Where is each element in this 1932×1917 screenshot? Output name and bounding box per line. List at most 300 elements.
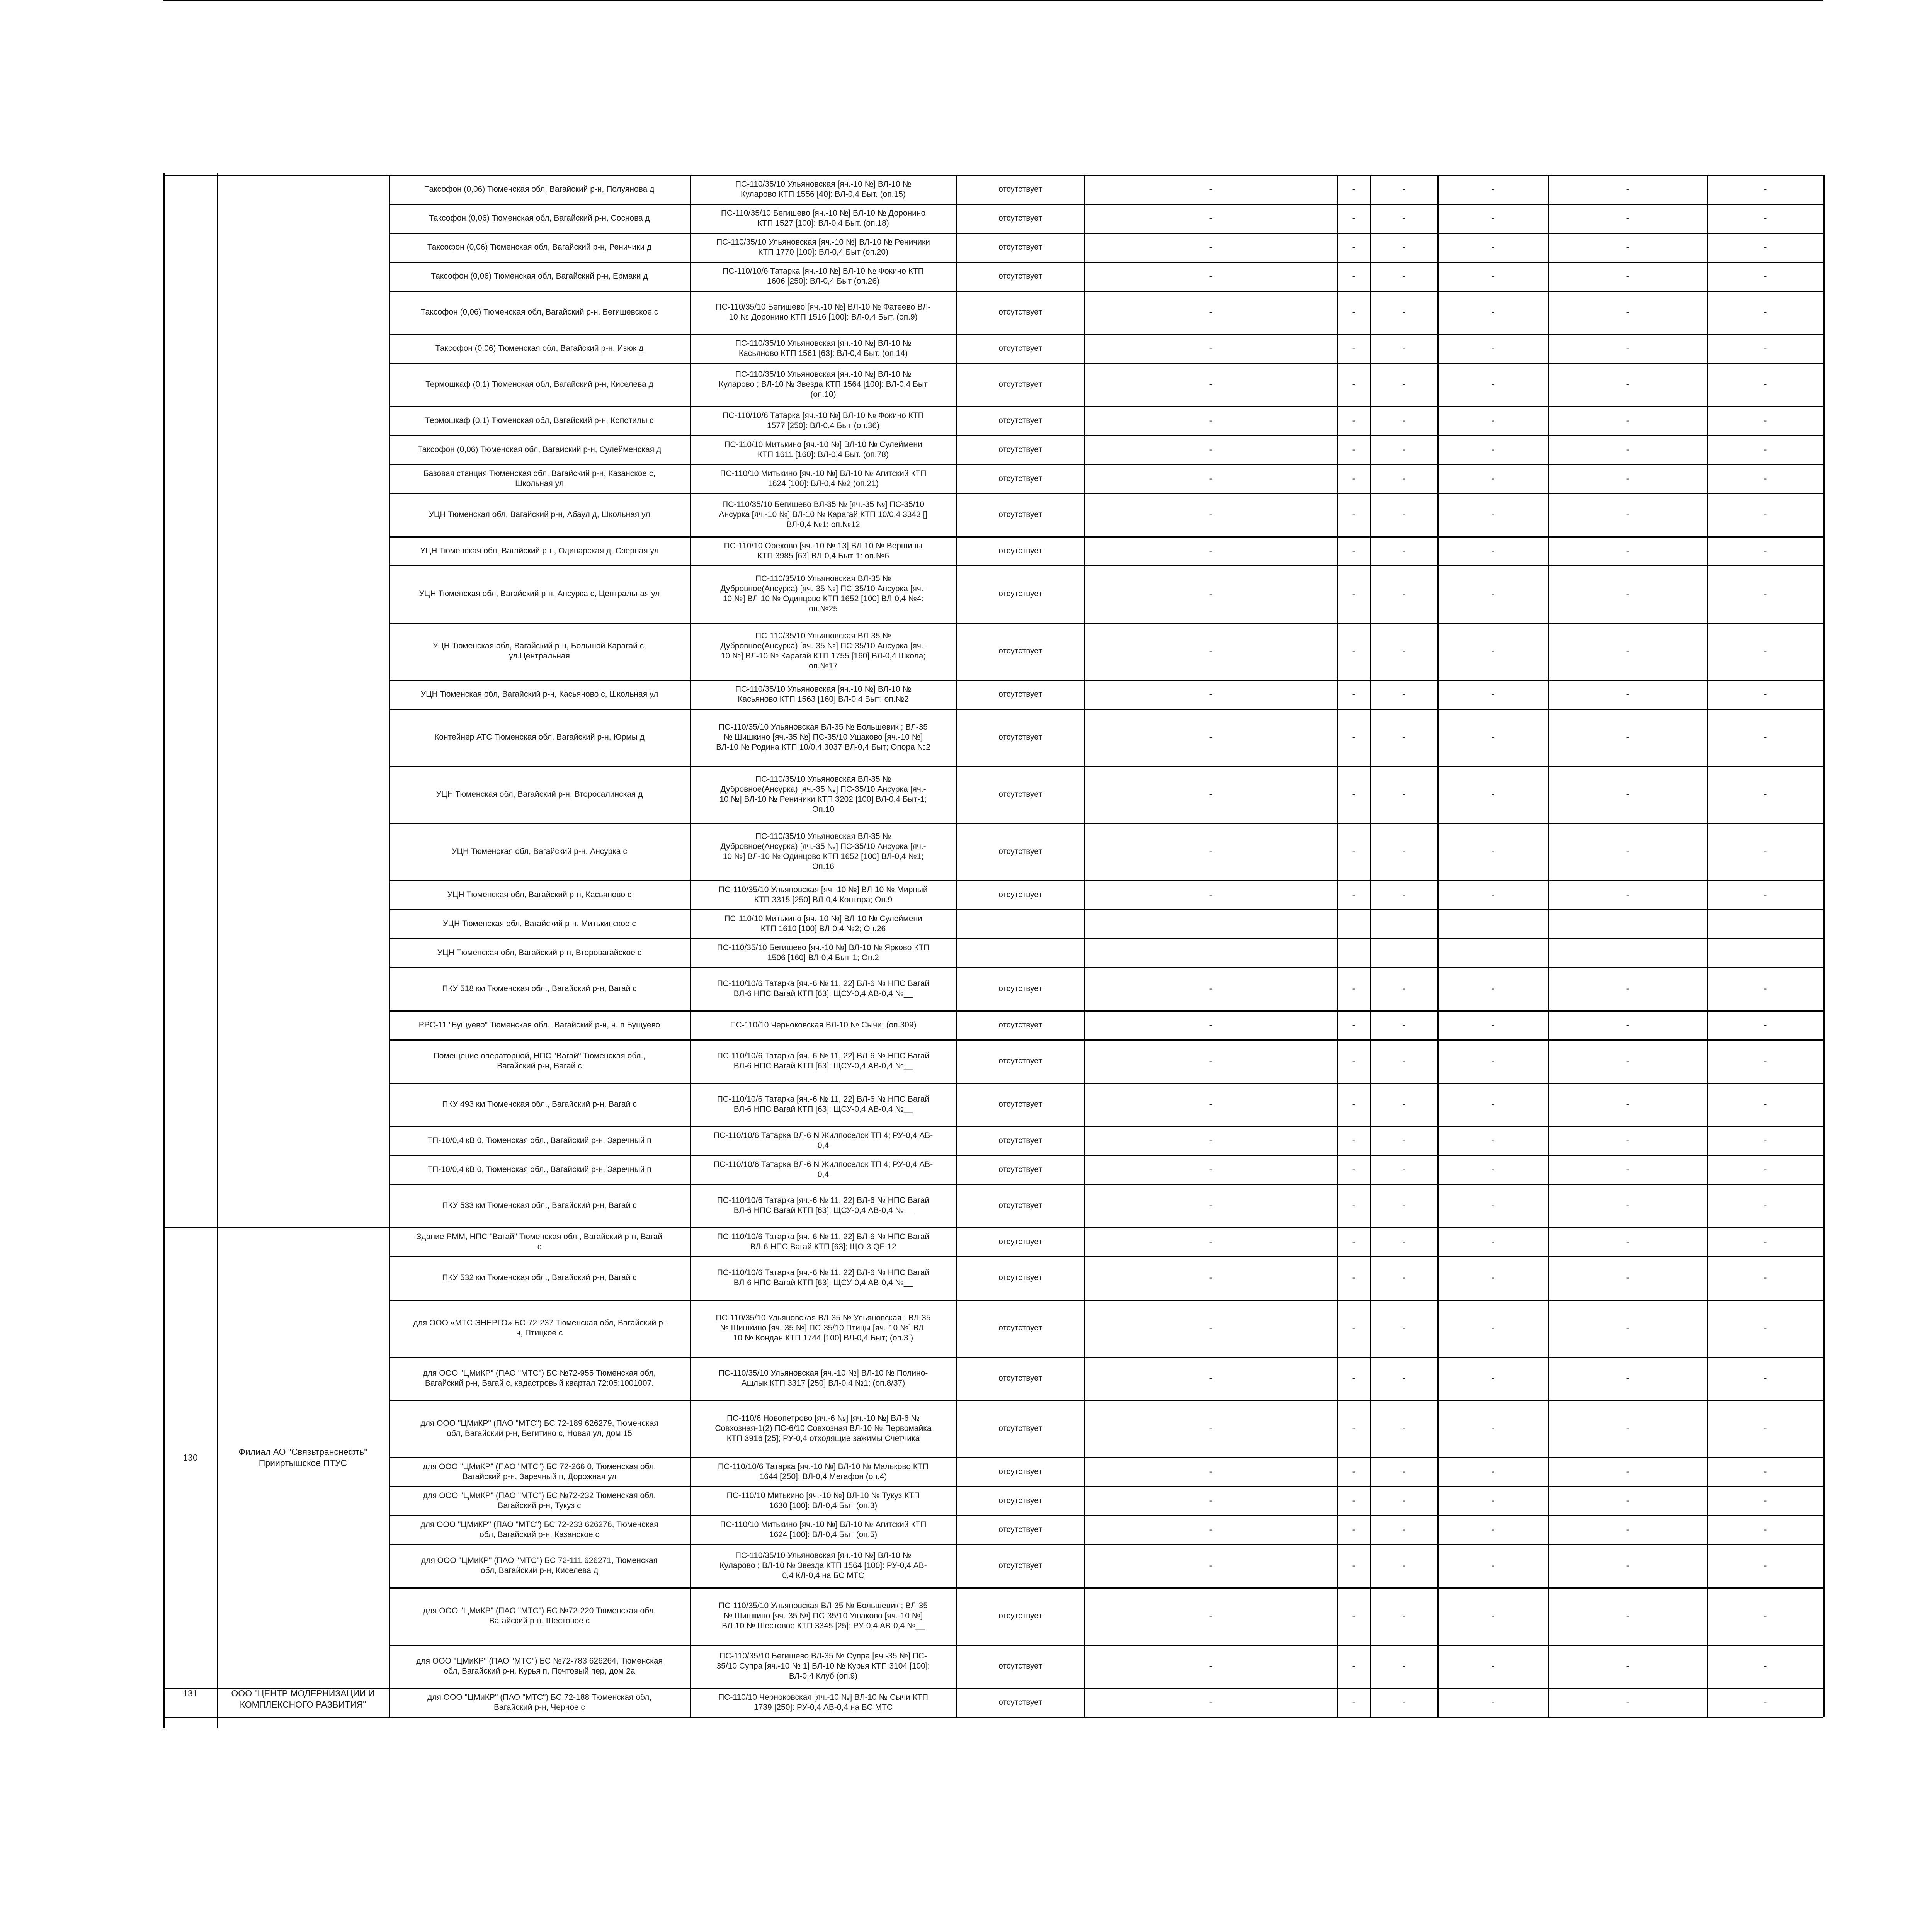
value-cell: -	[1352, 379, 1355, 390]
value-cell	[1337, 938, 1370, 967]
value-cell: -	[1402, 1135, 1405, 1146]
table-stub	[217, 1717, 218, 1728]
status-cell: отсутствует	[998, 1273, 1042, 1282]
value-cell: -	[1402, 213, 1405, 223]
value-cell: -	[1764, 1697, 1767, 1708]
connection-cell: ПС-110/35/10 Бегишево [яч.-10 №] ВЛ-10 № Доронино КТП 1527 [100]: ВЛ-0,4 Быт. (оп.18)	[721, 208, 926, 228]
value-cell: -	[1402, 1560, 1405, 1571]
value-cell: -	[1352, 473, 1355, 484]
value-cell: -	[1402, 732, 1405, 742]
value-cell: -	[1209, 444, 1213, 455]
connection-cell: ПС-110/35/10 Ульяновская [яч.-10 №] ВЛ-10 № Полино- Ашлык КТП 3317 [250] ВЛ-0,4 №1; (оп.8/37)	[718, 1369, 928, 1388]
status-cell: отсутствует	[998, 1525, 1042, 1534]
value-cell: -	[1209, 1466, 1213, 1477]
value-cell: -	[1764, 270, 1767, 281]
value-cell: -	[1402, 1056, 1405, 1066]
value-cell: -	[1209, 545, 1213, 556]
value-cell: -	[1626, 889, 1629, 900]
value-cell: -	[1626, 1423, 1629, 1434]
value-cell: -	[1764, 307, 1767, 317]
value-cell: -	[1352, 1135, 1355, 1146]
table-stub	[217, 173, 218, 175]
object-cell: Помещение операторной, НПС "Вагай" Тюменская обл., Вагайский р-н, Вагай с	[433, 1051, 646, 1070]
value-cell: -	[1402, 1272, 1405, 1283]
value-cell: -	[1764, 846, 1767, 857]
value-cell: -	[1491, 1661, 1495, 1671]
value-cell: -	[1626, 509, 1629, 520]
value-cell	[1707, 909, 1823, 938]
value-cell: -	[1491, 1019, 1495, 1030]
value-cell: -	[1764, 213, 1767, 223]
value-cell: -	[1209, 242, 1213, 252]
status-cell: отсутствует	[998, 510, 1042, 519]
connection-cell: ПС-110/10 Митькино [яч.-10 №] ВЛ-10 № Сулеймени КТП 1610 [100] ВЛ-0,4 №2; Оп.26	[724, 914, 922, 933]
value-cell: -	[1491, 1236, 1495, 1247]
value-cell: -	[1764, 545, 1767, 556]
value-cell	[1370, 938, 1437, 967]
value-cell	[1437, 909, 1548, 938]
group-number	[163, 175, 217, 1227]
object-cell: Таксофон (0,06) Тюменская обл, Вагайский р-н, Реничики д	[427, 242, 652, 252]
value-cell: -	[1352, 889, 1355, 900]
status-cell: отсутствует	[998, 984, 1042, 993]
value-cell: -	[1352, 1272, 1355, 1283]
value-cell: -	[1626, 589, 1629, 599]
value-cell: -	[1764, 1236, 1767, 1247]
value-cell: -	[1209, 1524, 1213, 1535]
value-cell: -	[1491, 1495, 1495, 1506]
value-cell: -	[1626, 1323, 1629, 1333]
value-cell: -	[1764, 1560, 1767, 1571]
connection-cell: ПС-110/10/6 Татарка [яч.-6 № 11, 22] ВЛ-6 № НПС Вагай ВЛ-6 НПС Вагай КТП [63]; ЩСУ-0,4 АВ-0,4 №__	[717, 1095, 930, 1114]
connection-cell: ПС-110/35/10 Бегишево ВЛ-35 № [яч.-35 №] ПС-35/10 Ансурка [яч.-10 №] ВЛ-10 № Карагай КТП 10/0,4 3343 [] ВЛ-0,4 №1: оп.№12	[719, 500, 928, 529]
value-cell: -	[1626, 1200, 1629, 1211]
object-cell: Таксофон (0,06) Тюменская обл, Вагайский р-н, Бегишевское с	[420, 308, 658, 316]
value-cell: -	[1402, 444, 1405, 455]
status-cell: отсутствует	[998, 1165, 1042, 1174]
value-cell: -	[1491, 732, 1495, 742]
value-cell: -	[1352, 689, 1355, 699]
object-cell: для ООО "ЦМиКР" (ПАО "МТС") БС 72-189 626279, Тюменская обл, Вагайский р-н, Бегитино с, Новая ул, дом 15	[420, 1419, 658, 1438]
connection-cell: ПС-110/35/10 Ульяновская ВЛ-35 № Большевик ; ВЛ-35 № Шишкино [яч.-35 №] ПС-35/10 Ушаково [яч.-10 №] ВЛ-10 № Родина КТП 10/0,4 3037 ВЛ-0,4 Быт; Опора №2	[716, 723, 930, 752]
value-cell: -	[1491, 545, 1495, 556]
value-cell: -	[1764, 689, 1767, 699]
connection-cell: ПС-110/35/10 Ульяновская [яч.-10 №] ВЛ-10 № Касьяново КТП 1561 [63]: ВЛ-0,4 Быт. (оп.14)	[735, 338, 912, 358]
value-cell	[1370, 909, 1437, 938]
value-cell: -	[1402, 270, 1405, 281]
value-cell: -	[1209, 1236, 1213, 1247]
object-cell: для ООО "ЦМиКР" (ПАО "МТС") БС №72-783 626264, Тюменская обл, Вагайский р-н, Курья п, Почтовый пер, дом 2а	[416, 1657, 663, 1675]
status-cell: отсутствует	[998, 546, 1042, 555]
value-cell: -	[1626, 1495, 1629, 1506]
value-cell: -	[1352, 1423, 1355, 1434]
value-cell: -	[1352, 307, 1355, 317]
value-cell: -	[1764, 343, 1767, 354]
value-cell: -	[1626, 689, 1629, 699]
status-cell: отсутствует	[998, 1201, 1042, 1210]
connection-cell: ПС-110/10 Орехово [яч.-10 № 13] ВЛ-10 № Вершины КТП 3985 [63] ВЛ-0,4 Быт-1: оп.№6	[724, 541, 923, 560]
value-cell: -	[1209, 983, 1213, 994]
connection-cell: ПС-110/35/10 Ульяновская [яч.-10 №] ВЛ-10 № Мирный КТП 3315 [250] ВЛ-0,4 Контора; Оп.9	[719, 885, 928, 904]
value-cell: -	[1209, 307, 1213, 317]
value-cell: -	[1491, 307, 1495, 317]
value-cell: -	[1352, 1661, 1355, 1671]
value-cell: -	[1352, 646, 1355, 656]
object-cell: Таксофон (0,06) Тюменская обл, Вагайский р-н, Сулейменская д	[417, 445, 662, 454]
value-cell: -	[1764, 444, 1767, 455]
connection-cell: ПС-110/10/6 Татарка [яч.-6 № 11, 22] ВЛ-6 № НПС Вагай ВЛ-6 НПС Вагай КТП [63]; ЩСУ-0,4 АВ-0,4 №__	[717, 1196, 930, 1215]
value-cell: -	[1352, 509, 1355, 520]
object-cell: ТП-10/0,4 кВ 0, Тюменская обл., Вагайский р-н, Заречный п	[427, 1165, 651, 1174]
value-cell: -	[1626, 1697, 1629, 1708]
value-cell: -	[1402, 983, 1405, 994]
connection-cell: ПС-110/6 Новопетрово [яч.-6 №] [яч.-10 №] ВЛ-6 № Совхозная-1(2) ПС-6/10 Совхозная ВЛ-10 № Первомайка КТП 3916 [25]; РУ-0,4 отходящие зажимы Счетчика	[715, 1414, 932, 1443]
value-cell: -	[1764, 1495, 1767, 1506]
connection-cell: ПС-110/10 Митькино [яч.-10 №] ВЛ-10 № Агитский КТП 1624 [100]: ВЛ-0,4 Быт (оп.5)	[720, 1520, 927, 1539]
value-cell: -	[1491, 1611, 1495, 1621]
value-cell: -	[1626, 444, 1629, 455]
value-cell: -	[1402, 789, 1405, 799]
value-cell: -	[1402, 184, 1405, 194]
value-cell: -	[1402, 1611, 1405, 1621]
value-cell: -	[1764, 1019, 1767, 1030]
value-cell: -	[1491, 689, 1495, 699]
status-cell: отсутствует	[998, 1561, 1042, 1570]
connection-cell: ПС-110/10/6 Татарка ВЛ-6 N Жилпоселок ТП 4; РУ-0,4 АВ- 0,4	[713, 1131, 933, 1150]
connection-cell: ПС-110/10 Черноковская [яч.-10 №] ВЛ-10 № Сычи КТП 1739 [250]: РУ-0,4 АВ-0,4 на БС МТС	[718, 1692, 928, 1712]
object-cell: Таксофон (0,06) Тюменская обл, Вагайский р-н, Ермаки д	[431, 271, 648, 281]
value-cell: -	[1402, 646, 1405, 656]
connection-cell: ПС-110/35/10 Ульяновская ВЛ-35 № Дубровное(Ансурка) [яч.-35 №] ПС-35/10 Ансурка [яч.- 10 №] ВЛ-10 № Одинцово КТП 1652 [100] ВЛ-0,4 №1; Оп.16	[720, 832, 926, 871]
object-cell: Здание РММ, НПС "Вагай" Тюменская обл., Вагайский р-н, Вагай с	[416, 1232, 663, 1251]
value-cell	[1707, 938, 1823, 967]
group-separator	[163, 0, 1823, 1]
value-cell	[1337, 909, 1370, 938]
value-cell	[1437, 938, 1548, 967]
value-cell: -	[1764, 1661, 1767, 1671]
connection-cell: ПС-110/10/6 Татарка [яч.-6 № 11, 22] ВЛ-6 № НПС Вагай ВЛ-6 НПС Вагай КТП [63]; ЩСУ-0,4 АВ-0,4 №__	[717, 979, 930, 998]
object-cell: для ООО "ЦМиКР" (ПАО "МТС") БС 72-111 626271, Тюменская обл, Вагайский р-н, Киселева д	[421, 1556, 658, 1575]
value-cell: -	[1209, 213, 1213, 223]
status-cell: отсутствует	[998, 847, 1042, 856]
value-cell: -	[1626, 646, 1629, 656]
table-stub	[163, 1717, 165, 1728]
value-cell: -	[1764, 732, 1767, 742]
value-cell: -	[1491, 1373, 1495, 1383]
value-cell: -	[1626, 1099, 1629, 1109]
connection-cell: ПС-110/10/6 Татарка [яч.-10 №] ВЛ-10 № Мальково КТП 1644 [250]: ВЛ-0,4 Мегафон (оп.4)	[718, 1462, 929, 1481]
connection-cell: ПС-110/35/10 Ульяновская ВЛ-35 № Большевик ; ВЛ-35 № Шишкино [яч.-35 №] ПС-35/10 Ушаково [яч.-10 №] ВЛ-10 № Шестовое КТП 3345 [25]: РУ-0,4 АВ-0,4 №__	[719, 1601, 928, 1630]
status-cell: отсутствует	[998, 689, 1042, 699]
value-cell: -	[1491, 184, 1495, 194]
connection-cell: ПС-110/35/10 Ульяновская ВЛ-35 № Дубровное(Ансурка) [яч.-35 №] ПС-35/10 Ансурка [яч.- 10 №] ВЛ-10 № Карагай КТП 1755 [160] ВЛ-0,4 Школа; оп.№17	[720, 631, 926, 670]
status-cell	[956, 909, 1084, 938]
value-cell: -	[1626, 242, 1629, 252]
value-cell: -	[1626, 184, 1629, 194]
value-cell: -	[1626, 1524, 1629, 1535]
value-cell: -	[1209, 473, 1213, 484]
connection-cell: ПС-110/10/6 Татарка [яч.-6 № 11, 22] ВЛ-6 № НПС Вагай ВЛ-6 НПС Вагай КТП [63]; ЩСУ-0,4 АВ-0,4 №__	[717, 1268, 930, 1287]
status-cell: отсутствует	[998, 242, 1042, 252]
connection-cell: ПС-110/10 Митькино [яч.-10 №] ВЛ-10 № Тукуз КТП 1630 [100]: ВЛ-0,4 Быт (оп.3)	[726, 1491, 920, 1510]
value-cell: -	[1764, 589, 1767, 599]
value-cell: -	[1402, 242, 1405, 252]
status-cell: отсутствует	[998, 474, 1042, 483]
connection-cell: ПС-110/35/10 Ульяновская [яч.-10 №] ВЛ-10 № Касьяново КТП 1563 [160] ВЛ-0,4 Быт: оп.№2	[735, 684, 912, 704]
object-cell: для ООО "ЦМиКР" (ПАО "МТС") БС №72-220 Тюменская обл, Вагайский р-н, Шестовое с	[423, 1606, 656, 1625]
column-line	[1823, 175, 1825, 1717]
value-cell: -	[1402, 1099, 1405, 1109]
table-border-bottom	[163, 1717, 1823, 1718]
value-cell: -	[1209, 343, 1213, 354]
object-cell: Таксофон (0,06) Тюменская обл, Вагайский р-н, Изюк д	[435, 344, 644, 353]
value-cell: -	[1491, 1697, 1495, 1708]
connection-cell: ПС-110/10/6 Татарка [яч.-6 № 11, 22] ВЛ-6 № НПС Вагай ВЛ-6 НПС Вагай КТП [63]; ЩО-3 QF-12	[717, 1232, 930, 1251]
value-cell: -	[1352, 415, 1355, 426]
value-cell: -	[1402, 1019, 1405, 1030]
value-cell: -	[1764, 415, 1767, 426]
status-cell: отсутствует	[998, 1611, 1042, 1620]
group-organization	[217, 175, 389, 1227]
status-cell: отсутствует	[998, 1100, 1042, 1109]
value-cell: -	[1352, 213, 1355, 223]
value-cell: -	[1626, 1164, 1629, 1175]
status-cell: отсутствует	[998, 344, 1042, 353]
value-cell: -	[1352, 983, 1355, 994]
value-cell: -	[1209, 1200, 1213, 1211]
value-cell: -	[1491, 1056, 1495, 1066]
value-cell: -	[1626, 983, 1629, 994]
value-cell: -	[1491, 983, 1495, 994]
value-cell: -	[1209, 789, 1213, 799]
group-organization: ООО "ЦЕНТР МОДЕРНИЗАЦИИ И КОМПЛЕКСНОГО РАЗВИТИЯ"	[231, 1688, 375, 1709]
connection-cell: ПС-110/35/10 Ульяновская ВЛ-35 № Дубровное(Ансурка) [яч.-35 №] ПС-35/10 Ансурка [яч.- 10 №] ВЛ-10 № Реничики КТП 3202 [100] ВЛ-0,4 Быт-1; Оп.10	[719, 775, 927, 814]
value-cell: -	[1491, 444, 1495, 455]
value-cell: -	[1626, 379, 1629, 390]
value-cell: -	[1352, 1164, 1355, 1175]
value-cell: -	[1764, 242, 1767, 252]
value-cell: -	[1352, 1019, 1355, 1030]
value-cell: -	[1491, 1272, 1495, 1283]
object-cell: Таксофон (0,06) Тюменская обл, Вагайский р-н, Полуянова д	[424, 184, 655, 194]
value-cell: -	[1209, 184, 1213, 194]
object-cell: Термошкаф (0,1) Тюменская обл, Вагайский р-н, Киселева д	[425, 380, 653, 389]
value-cell: -	[1626, 732, 1629, 742]
value-cell: -	[1626, 1056, 1629, 1066]
value-cell: -	[1491, 343, 1495, 354]
object-cell: для ООО «МТС ЭНЕРГО» БС-72-237 Тюменская обл, Вагайский р- н, Птицкое с	[413, 1318, 666, 1337]
value-cell: -	[1352, 270, 1355, 281]
value-cell	[1084, 909, 1337, 938]
status-cell: отсутствует	[998, 1020, 1042, 1029]
value-cell: -	[1491, 789, 1495, 799]
value-cell: -	[1491, 1200, 1495, 1211]
value-cell: -	[1209, 509, 1213, 520]
status-cell: отсутствует	[998, 213, 1042, 223]
value-cell: -	[1402, 846, 1405, 857]
value-cell: -	[1626, 1611, 1629, 1621]
connection-cell: ПС-110/10 Митькино [яч.-10 №] ВЛ-10 № Сулеймени КТП 1611 [160]: ВЛ-0,4 Быт. (оп.78)	[724, 440, 922, 459]
value-cell: -	[1209, 846, 1213, 857]
object-cell: ПКУ 518 км Тюменская обл., Вагайский р-н, Вагай с	[442, 984, 637, 993]
value-cell: -	[1402, 343, 1405, 354]
connection-cell: ПС-110/10 Черноковская ВЛ-10 № Сычи; (оп.309)	[730, 1020, 917, 1029]
value-cell: -	[1626, 307, 1629, 317]
value-cell: -	[1402, 545, 1405, 556]
value-cell: -	[1402, 1323, 1405, 1333]
value-cell: -	[1352, 1099, 1355, 1109]
value-cell: -	[1764, 1524, 1767, 1535]
value-cell: -	[1491, 415, 1495, 426]
value-cell: -	[1402, 1524, 1405, 1535]
object-cell: УЦН Тюменская обл, Вагайский р-н, Касьяново с	[447, 890, 632, 899]
value-cell: -	[1764, 889, 1767, 900]
object-cell: РРС-11 "Бущуево" Тюменская обл., Вагайский р-н, н. п Бущуево	[418, 1020, 660, 1029]
value-cell: -	[1209, 1611, 1213, 1621]
value-cell: -	[1626, 1135, 1629, 1146]
value-cell: -	[1626, 1466, 1629, 1477]
status-cell: отсутствует	[998, 1424, 1042, 1433]
value-cell: -	[1402, 689, 1405, 699]
value-cell: -	[1764, 1164, 1767, 1175]
value-cell: -	[1209, 415, 1213, 426]
value-cell: -	[1402, 1423, 1405, 1434]
value-cell: -	[1491, 242, 1495, 252]
value-cell: -	[1491, 509, 1495, 520]
value-cell: -	[1491, 1135, 1495, 1146]
value-cell: -	[1764, 1466, 1767, 1477]
value-cell: -	[1352, 1373, 1355, 1383]
object-cell: УЦН Тюменская обл, Вагайский р-н, Митькинское с	[443, 919, 636, 928]
value-cell: -	[1491, 1524, 1495, 1535]
value-cell: -	[1209, 1323, 1213, 1333]
value-cell: -	[1352, 1611, 1355, 1621]
value-cell: -	[1626, 270, 1629, 281]
value-cell: -	[1764, 1135, 1767, 1146]
object-cell: для ООО "ЦМиКР" (ПАО "МТС") БС 72-266 0, Тюменская обл, Вагайский р-н, Заречный п, Дорожная ул	[423, 1462, 656, 1481]
status-cell: отсутствует	[998, 1467, 1042, 1476]
status-cell: отсутствует	[998, 1056, 1042, 1065]
status-cell: отсутствует	[998, 890, 1042, 899]
value-cell	[1548, 909, 1707, 938]
connection-cell: ПС-110/35/10 Бегишево ВЛ-35 № Супра [яч.-35 №] ПС- 35/10 Супра [яч.-10 № 1] ВЛ-10 № Курья КТП 3104 [100]: ВЛ-0,4 Клуб (оп.9)	[716, 1652, 930, 1681]
status-cell: отсутствует	[998, 1374, 1042, 1383]
value-cell: -	[1402, 1697, 1405, 1708]
connection-cell: ПС-110/10/6 Татарка [яч.-10 №] ВЛ-10 № Фокино КТП 1577 [250]: ВЛ-0,4 Быт (оп.36)	[723, 411, 924, 430]
value-cell	[1548, 938, 1707, 967]
object-cell: Контейнер АТС Тюменская обл, Вагайский р-н, Юрмы д	[434, 733, 645, 742]
value-cell: -	[1764, 1373, 1767, 1383]
value-cell: -	[1209, 589, 1213, 599]
object-cell: Базовая станция Тюменская обл, Вагайский р-н, Казанское с, Школьная ул	[423, 469, 656, 488]
status-cell	[956, 938, 1084, 967]
value-cell: -	[1352, 1697, 1355, 1708]
value-cell: -	[1402, 1200, 1405, 1211]
value-cell: -	[1626, 1661, 1629, 1671]
value-cell: -	[1352, 1236, 1355, 1247]
value-cell: -	[1764, 1323, 1767, 1333]
status-cell: отсутствует	[998, 1698, 1042, 1707]
value-cell: -	[1209, 1423, 1213, 1434]
value-cell: -	[1402, 1373, 1405, 1383]
value-cell: -	[1352, 846, 1355, 857]
value-cell: -	[1352, 589, 1355, 599]
value-cell: -	[1764, 473, 1767, 484]
value-cell: -	[1626, 1272, 1629, 1283]
value-cell: -	[1764, 789, 1767, 799]
value-cell: -	[1402, 473, 1405, 484]
value-cell: -	[1209, 1019, 1213, 1030]
object-cell: УЦН Тюменская обл, Вагайский р-н, Ансурка с, Центральная ул	[419, 589, 660, 598]
value-cell: -	[1626, 1373, 1629, 1383]
value-cell: -	[1209, 889, 1213, 900]
object-cell: УЦН Тюменская обл, Вагайский р-н, Касьяново с, Школьная ул	[420, 689, 658, 699]
value-cell: -	[1764, 1611, 1767, 1621]
value-cell: -	[1209, 1661, 1213, 1671]
status-cell: отсутствует	[998, 589, 1042, 598]
connection-cell: ПС-110/10 Митькино [яч.-10 №] ВЛ-10 № Агитский КТП 1624 [100]: ВЛ-0,4 №2 (оп.21)	[720, 469, 927, 488]
value-cell: -	[1491, 1323, 1495, 1333]
value-cell: -	[1491, 846, 1495, 857]
value-cell: -	[1491, 473, 1495, 484]
value-cell: -	[1402, 1466, 1405, 1477]
status-cell: отсутствует	[998, 184, 1042, 194]
value-cell: -	[1491, 589, 1495, 599]
value-cell: -	[1491, 1099, 1495, 1109]
value-cell: -	[1352, 789, 1355, 799]
value-cell: -	[1764, 1056, 1767, 1066]
object-cell: для ООО "ЦМиКР" (ПАО "МТС") БС 72-188 Тюменская обл, Вагайский р-н, Черное с	[427, 1692, 652, 1712]
connection-cell: ПС-110/35/10 Ульяновская ВЛ-35 № Дубровное(Ансурка) [яч.-35 №] ПС-35/10 Ансурка [яч.- 10 №] ВЛ-10 № Одинцово КТП 1652 [100] ВЛ-0,4 №4: оп.№25	[720, 574, 926, 613]
connection-cell: ПС-110/10/6 Татарка [яч.-10 №] ВЛ-10 № Фокино КТП 1606 [250]: ВЛ-0,4 Быт (оп.26)	[723, 266, 924, 286]
value-cell: -	[1352, 343, 1355, 354]
value-cell: -	[1402, 1661, 1405, 1671]
connection-cell: ПС-110/35/10 Бегишево [яч.-10 №] ВЛ-10 № Ярково КТП 1506 [160] ВЛ-0,4 Быт-1; Оп.2	[717, 943, 930, 962]
status-cell: отсутствует	[998, 271, 1042, 281]
value-cell: -	[1626, 1019, 1629, 1030]
value-cell: -	[1352, 184, 1355, 194]
group-number: 131	[183, 1688, 198, 1698]
group-number: 130	[183, 1452, 198, 1463]
value-cell: -	[1209, 1373, 1213, 1383]
status-cell: отсутствует	[998, 380, 1042, 389]
value-cell: -	[1626, 473, 1629, 484]
value-cell: -	[1209, 1495, 1213, 1506]
value-cell: -	[1402, 307, 1405, 317]
object-cell: УЦН Тюменская обл, Вагайский р-н, Второсалинская д	[436, 790, 643, 799]
value-cell: -	[1764, 379, 1767, 390]
connection-cell: ПС-110/35/10 Ульяновская [яч.-10 №] ВЛ-10 № Реничики КТП 1770 [100]: ВЛ-0,4 Быт (оп.20)	[716, 237, 930, 257]
object-cell: УЦН Тюменская обл, Вагайский р-н, Абаул д, Школьная ул	[429, 510, 650, 519]
value-cell: -	[1764, 184, 1767, 194]
value-cell: -	[1402, 415, 1405, 426]
value-cell: -	[1352, 1524, 1355, 1535]
value-cell: -	[1209, 1099, 1213, 1109]
value-cell: -	[1491, 1423, 1495, 1434]
value-cell: -	[1764, 1099, 1767, 1109]
object-cell: для ООО "ЦМиКР" (ПАО "МТС") БС №72-232 Тюменская обл, Вагайский р-н, Тукуз с	[423, 1491, 656, 1510]
value-cell: -	[1491, 1466, 1495, 1477]
value-cell: -	[1491, 270, 1495, 281]
object-cell: УЦН Тюменская обл, Вагайский р-н, Ансурка с	[452, 847, 627, 856]
value-cell: -	[1402, 889, 1405, 900]
status-cell: отсутствует	[998, 646, 1042, 655]
object-cell: Таксофон (0,06) Тюменская обл, Вагайский р-н, Соснова д	[429, 213, 650, 223]
object-cell: УЦН Тюменская обл, Вагайский р-н, Большой Карагай с, ул.Центральная	[432, 641, 646, 660]
table-stub	[163, 173, 165, 175]
object-cell: ПКУ 533 км Тюменская обл., Вагайский р-н, Вагай с	[442, 1201, 637, 1210]
value-cell: -	[1209, 379, 1213, 390]
